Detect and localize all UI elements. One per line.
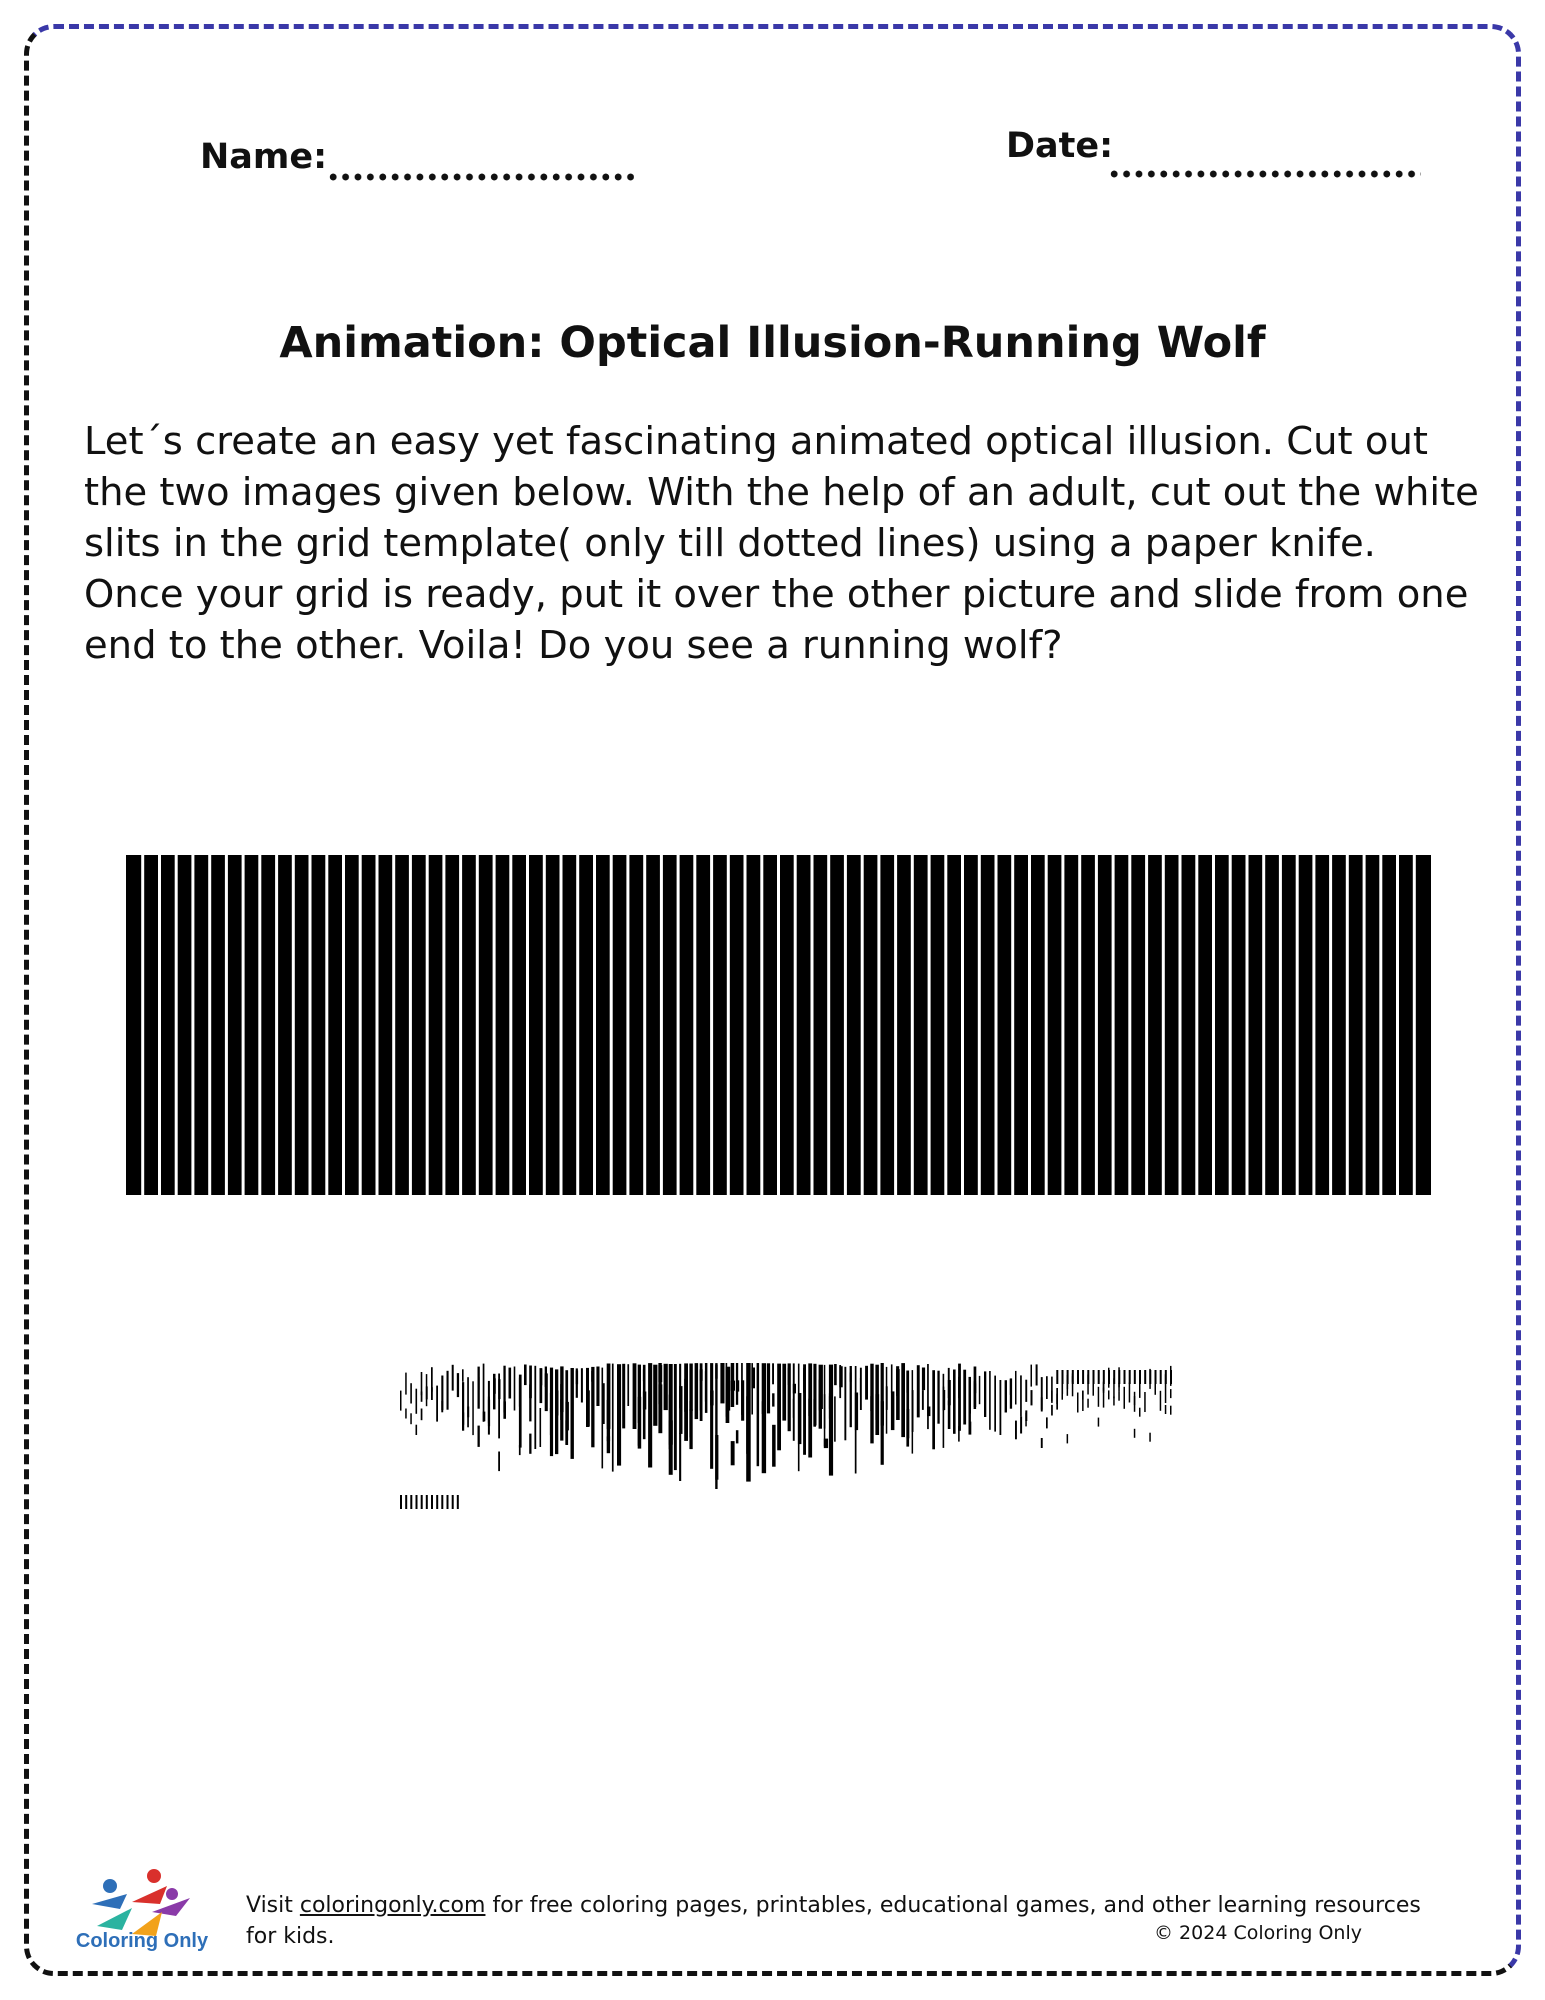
footer-visit-prefix: Visit [246, 1893, 300, 1918]
instructions-paragraph: Let´s create an easy yet fascinating animated optical illusion. Cut out the two images given below. With the help of an adult, cut out the white slits in the grid template( only till dotted lines) using a paper knife. Once your grid is ready, put it over the other picture and slide from one end to the other. Voila! Do you see a running wolf? [84, 419, 1479, 668]
logo-text: Coloring Only [75, 1930, 209, 1952]
name-field[interactable] [327, 173, 634, 181]
grid-template-image [126, 855, 1431, 1195]
footer-visit-suffix: for free coloring pages, printables, educational games, and other learning resources for kids. [246, 1893, 1421, 1949]
copyright-text: © 2024 Coloring Only [1154, 1922, 1362, 1944]
coloringonly-link[interactable]: coloringonly.com [299, 1893, 486, 1918]
date-label: Date: [1006, 126, 1114, 166]
date-field[interactable] [1108, 170, 1421, 178]
wolf-strip-image [390, 1345, 1190, 1555]
page-title: Animation: Optical Illusion-Running Wolf [279, 318, 1266, 368]
name-label: Name: [200, 137, 328, 177]
